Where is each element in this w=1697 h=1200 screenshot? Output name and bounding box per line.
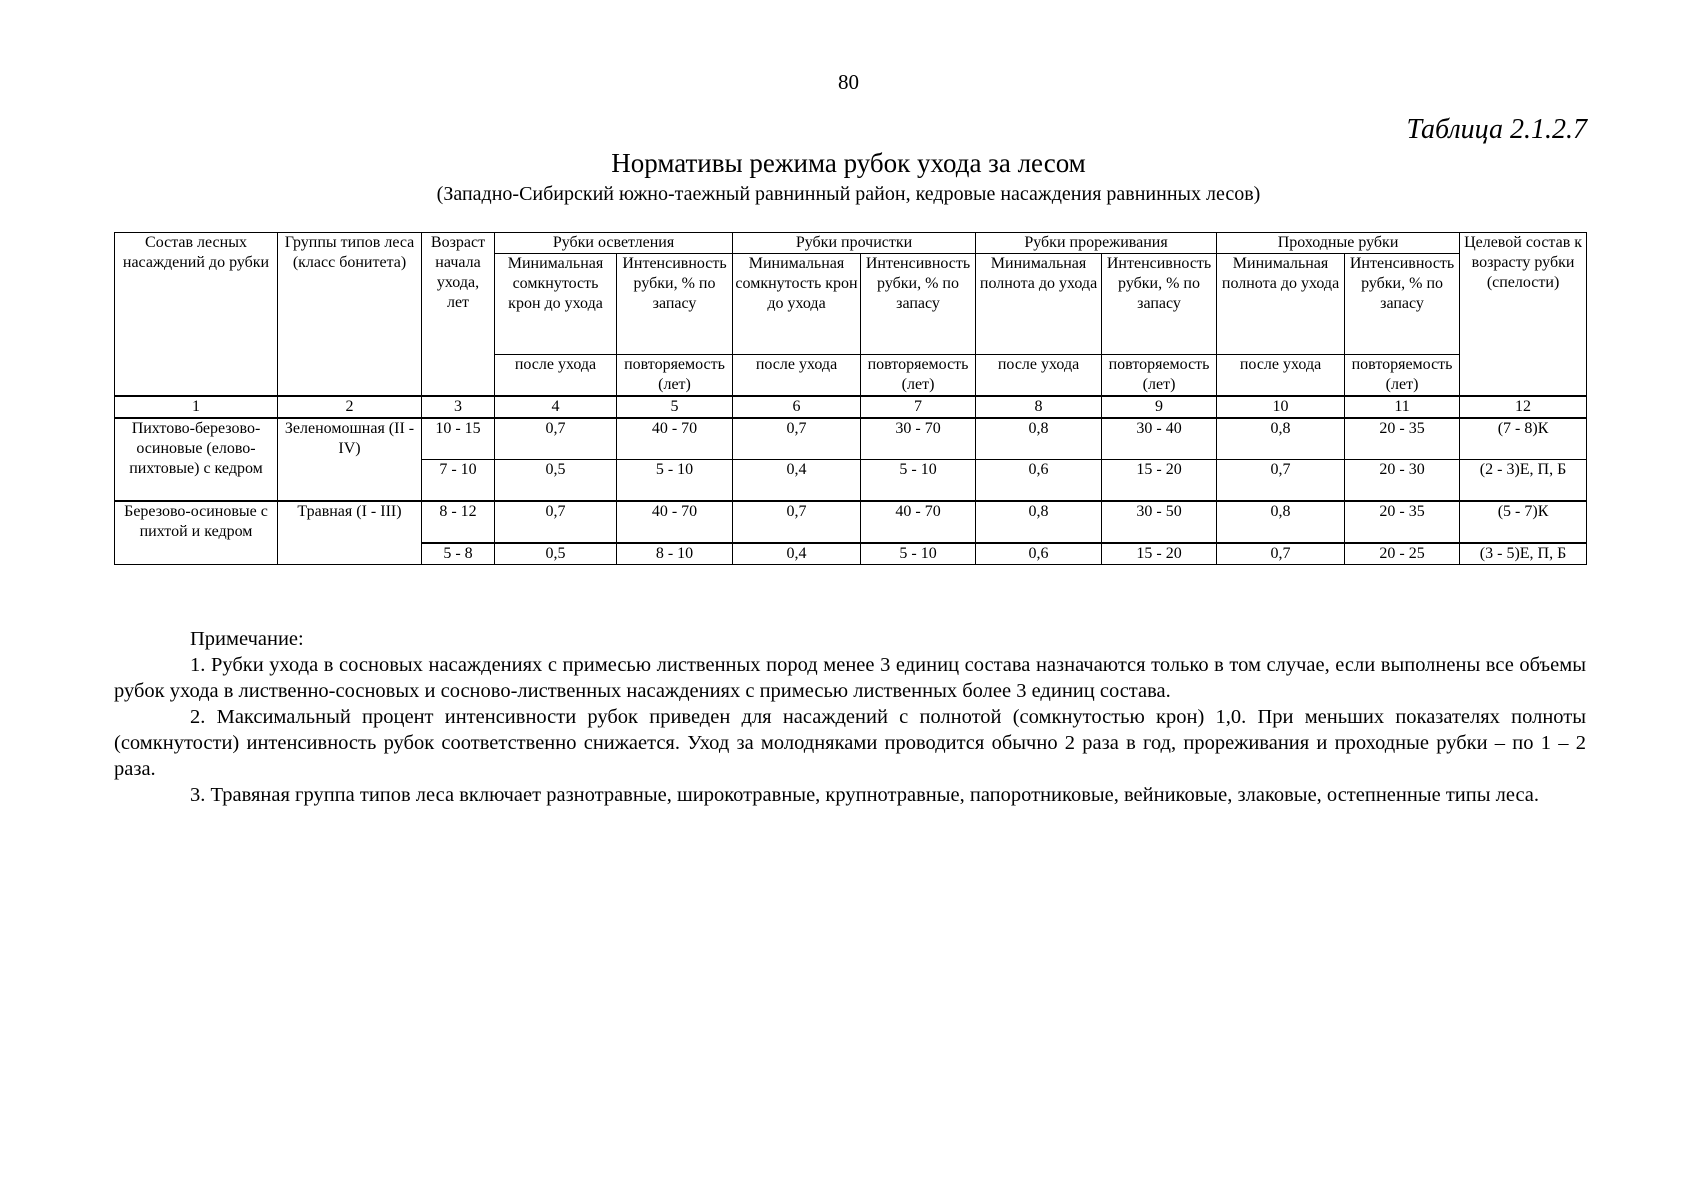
table-label: Таблица 2.1.2.7 — [1406, 114, 1587, 145]
cell-value: 40 - 70 — [617, 501, 733, 543]
cell-value: 20 - 35 — [1345, 501, 1460, 543]
cell-value: 0,7 — [1217, 460, 1345, 502]
cell-value: 30 - 50 — [1102, 501, 1217, 543]
table-row — [115, 501, 1587, 543]
cell-value: 0,7 — [495, 418, 617, 460]
header-group-passage: Проходные рубки — [1217, 233, 1460, 254]
header-g1-intensity: Интенсивность рубки, % по запасу — [617, 254, 733, 355]
header-forest-type: Группы типов леса (класс бонитета) — [278, 233, 422, 397]
cell-value: 0,7 — [1217, 543, 1345, 565]
header-g1-min-density: Минимальная сомкнутость крон до ухода — [495, 254, 617, 355]
cell-value: 20 - 35 — [1345, 418, 1460, 460]
cell-age: 10 - 15 — [422, 418, 495, 460]
note-item: 1. Рубки ухода в сосновых насаждениях с примесью лиственных пород менее 3 единиц состава назначаются только в том случае, если выполнены все объемы рубок ухода в лиственно-сосновых и сосново-лиственных насаждениях с примесью лиственных более 3 единиц состава. — [114, 654, 1586, 702]
column-number: 7 — [861, 396, 976, 418]
cell-target: (2 - 3)Е, П, Б — [1460, 460, 1587, 502]
cell-value: 20 - 30 — [1345, 460, 1460, 502]
cell-value: 5 - 10 — [861, 543, 976, 565]
header-g4-intensity: Интенсивность рубки, % по запасу — [1345, 254, 1460, 355]
cell-value: 0,5 — [495, 460, 617, 502]
header-g4-min-fullness: Минимальная полнота до ухода — [1217, 254, 1345, 355]
header-g2-after: после ухода — [733, 355, 861, 397]
cell-value: 15 - 20 — [1102, 460, 1217, 502]
cell-forest-type: Зеленомошная (II - IV) — [278, 418, 422, 501]
header-group-cleaning: Рубки прочистки — [733, 233, 976, 254]
note-item: 2. Максимальный процент интенсивности рубок приведен для насаждений с полнотой (сомкнутостью крон) 1,0. При меньших показателях полноты (сомкнутости) интенсивность рубок соответственно снижается. Уход за молодняками проводится обычно 2 раза в год, прореживания и проходные рубки – по 1 – 2 раза. — [114, 706, 1586, 780]
cell-value: 0,8 — [976, 418, 1102, 460]
cell-value: 0,7 — [733, 418, 861, 460]
notes-section — [114, 626, 1586, 808]
cell-target: (7 - 8)К — [1460, 418, 1587, 460]
cell-composition: Пихтово-березово-осиновые (елово-пихтовые) с кедром — [115, 418, 278, 501]
column-number: 10 — [1217, 396, 1345, 418]
column-number: 8 — [976, 396, 1102, 418]
column-number: 5 — [617, 396, 733, 418]
cell-value: 8 - 10 — [617, 543, 733, 565]
column-number: 6 — [733, 396, 861, 418]
cell-value: 0,5 — [495, 543, 617, 565]
cell-value: 0,4 — [733, 543, 861, 565]
header-g3-intensity: Интенсивность рубки, % по запасу — [1102, 254, 1217, 355]
header-g2-min-density: Минимальная сомкнутость крон до ухода — [733, 254, 861, 355]
page-number: 80 — [838, 70, 859, 94]
cell-value: 0,8 — [976, 501, 1102, 543]
cell-value: 0,7 — [733, 501, 861, 543]
column-number: 4 — [495, 396, 617, 418]
cell-value: 30 - 40 — [1102, 418, 1217, 460]
cell-target: (5 - 7)К — [1460, 501, 1587, 543]
column-number: 11 — [1345, 396, 1460, 418]
note-item: 3. Травяная группа типов леса включает разнотравные, широкотравные, крупнотравные, папоротниковые, вейниковые, злаковые, остепненные типы леса. — [190, 784, 1540, 806]
column-number-row — [115, 396, 1587, 418]
header-composition: Состав лесных насаждений до рубки — [115, 233, 278, 397]
header-g3-repeat: повторяемость (лет) — [1102, 355, 1217, 397]
header-g1-after: после ухода — [495, 355, 617, 397]
header-g4-after: после ухода — [1217, 355, 1345, 397]
header-g2-repeat: повторяемость (лет) — [861, 355, 976, 397]
table-row — [115, 418, 1587, 460]
header-g2-intensity: Интенсивность рубки, % по запасу — [861, 254, 976, 355]
column-number: 9 — [1102, 396, 1217, 418]
notes-heading: Примечание: — [190, 628, 304, 650]
header-g3-min-fullness: Минимальная полнота до ухода — [976, 254, 1102, 355]
column-number: 12 — [1460, 396, 1587, 418]
header-group-lighting: Рубки осветления — [495, 233, 733, 254]
header-age: Возраст начала ухода, лет — [422, 233, 495, 397]
cell-value: 0,6 — [976, 460, 1102, 502]
cell-value: 0,8 — [1217, 418, 1345, 460]
cell-value: 0,7 — [495, 501, 617, 543]
header-target-composition: Целевой состав к возрасту рубки (спелости) — [1460, 233, 1587, 397]
column-number: 1 — [115, 396, 278, 418]
column-number: 2 — [278, 396, 422, 418]
header-group-thinning: Рубки прореживания — [976, 233, 1217, 254]
norms-table — [114, 232, 1587, 565]
cell-value: 15 - 20 — [1102, 543, 1217, 565]
document-title: Нормативы режима рубок ухода за лесом — [611, 148, 1086, 178]
cell-value: 20 - 25 — [1345, 543, 1460, 565]
cell-age: 8 - 12 — [422, 501, 495, 543]
cell-age: 7 - 10 — [422, 460, 495, 502]
header-g1-repeat: повторяемость (лет) — [617, 355, 733, 397]
cell-value: 5 - 10 — [861, 460, 976, 502]
cell-value: 40 - 70 — [617, 418, 733, 460]
cell-value: 40 - 70 — [861, 501, 976, 543]
document-subtitle: (Западно-Сибирский южно-таежный равнинный район, кедровые насаждения равнинных лесов) — [436, 183, 1261, 205]
cell-target: (3 - 5)Е, П, Б — [1460, 543, 1587, 565]
column-number: 3 — [422, 396, 495, 418]
cell-value: 30 - 70 — [861, 418, 976, 460]
header-row-groups — [115, 233, 1587, 254]
cell-value: 0,8 — [1217, 501, 1345, 543]
cell-value: 0,6 — [976, 543, 1102, 565]
header-g3-after: после ухода — [976, 355, 1102, 397]
cell-composition: Березово-осиновые с пихтой и кедром — [115, 501, 278, 565]
cell-value: 5 - 10 — [617, 460, 733, 502]
header-g4-repeat: повторяемость (лет) — [1345, 355, 1460, 397]
cell-forest-type: Травная (I - III) — [278, 501, 422, 565]
cell-value: 0,4 — [733, 460, 861, 502]
cell-age: 5 - 8 — [422, 543, 495, 565]
